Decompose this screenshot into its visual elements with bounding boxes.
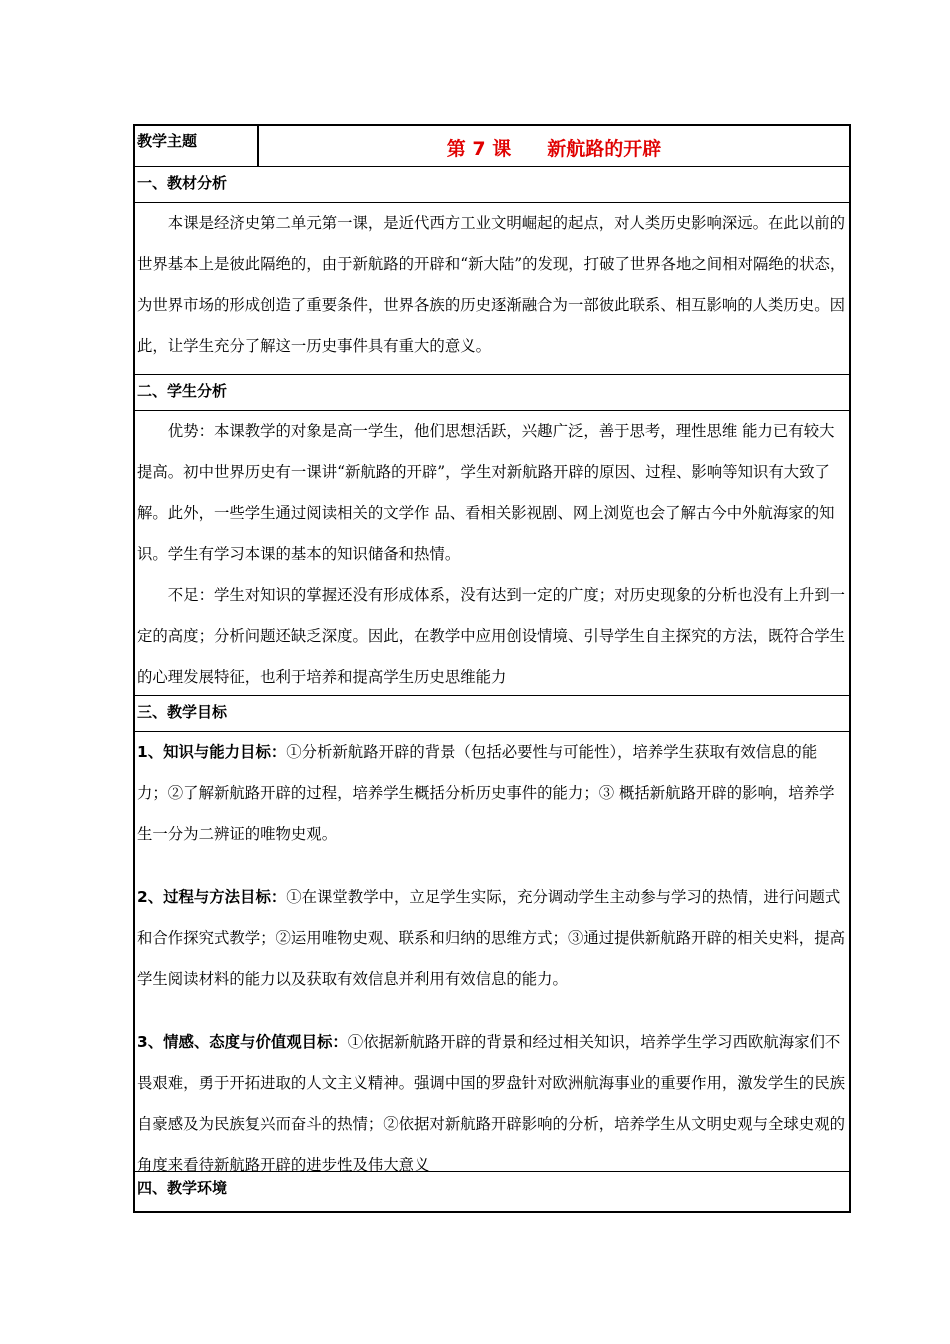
teaching-goals xyxy=(135,731,849,1174)
goal-label: 1、知识与能力目标： xyxy=(137,743,287,761)
lesson-name: 新航路的开辟 xyxy=(547,138,662,160)
lesson-title xyxy=(259,126,849,166)
goal-text: ①分析新航路开辟的背景（包括必要性与可能性），培养学生获取有效信息的能力；②了解新航路开辟的过程，培养学生概括分析历史事件的能力；③ 概括新航路开辟的影响，培养学生一分为二辨证的唯物史观。 xyxy=(137,743,835,843)
topic-label: 教学主题 xyxy=(135,126,259,166)
goal-process xyxy=(137,877,847,1000)
goal-knowledge xyxy=(137,732,847,855)
topic-row xyxy=(135,126,849,166)
section-heading-material: 一、教材分析 xyxy=(135,166,849,202)
material-analysis-text: 本课是经济史第二单元第一课，是近代西方工业文明崛起的起点，对人类历史影响深远。在此以前的世界基本上是彼此隔绝的，由于新航路的开辟和“新大陆”的发现，打破了世界各地之间相对隔绝的状态，为世界市场的形成创造了重要条件，世界各族的历史逐渐融合为一部彼此联系、相互影响的人类历史。因此，让学生充分了解这一历史事件具有重大的意义。 xyxy=(135,202,849,374)
lesson-number: 第 7 课 xyxy=(446,138,512,160)
section-heading-goals: 三、教学目标 xyxy=(135,695,849,731)
section-heading-students: 二、学生分析 xyxy=(135,374,849,410)
section-heading-environment: 四、教学环境 xyxy=(135,1171,849,1211)
goal-text: ①在课堂教学中，立足学生实际，充分调动学生主动参与学习的热情，进行问题式和合作探究式教学；②运用唯物史观、联系和归纳的思维方式；③通过提供新航路开辟的相关史料，提高学生阅读材料的能力以及获取有效信息并利用有效信息的能力。 xyxy=(137,888,845,988)
student-strengths: 优势：本课教学的对象是高一学生，他们思想活跃，兴趣广泛，善于思考，理性思维 能力已有较大提高。初中世界历史有一课讲“新航路的开辟”，学生对新航路开辟的原因、过程、影响等知识有大致了解。此外，一些学生通过阅读相关的文学作 品、看相关影视剧、网上浏览也会了解古今中外航海家的知识。学生有学习本课的基本的知识储备和热情。 xyxy=(137,422,835,563)
goal-values xyxy=(137,1022,847,1186)
student-analysis xyxy=(135,410,849,695)
student-weaknesses: 不足：学生对知识的掌握还没有形成体系，没有达到一定的广度；对历史现象的分析也没有上升到一定的高度；分析问题还缺乏深度。因此，在教学中应用创设情境、引导学生自主探究的方法，既符合学生的心理发展特征，也利于培养和提高学生历史思维能力 xyxy=(137,586,845,686)
goal-label: 2、过程与方法目标： xyxy=(137,888,287,906)
goal-text: ①依据新航路开辟的背景和经过相关知识，培养学生学习西欧航海家们不畏艰难，勇于开拓进取的人文主义精神。强调中国的罗盘针对欧洲航海事业的重要作用，激发学生的民族自豪感及为民族复兴而奋斗的热情；②依据对新航路开辟影响的分析，培养学生从文明史观与全球史观的角度来看待新航路开辟的进步性及伟大意义 xyxy=(137,1033,845,1174)
goal-label: 3、情感、态度与价值观目标： xyxy=(137,1033,348,1051)
lesson-plan-table xyxy=(133,124,851,1213)
